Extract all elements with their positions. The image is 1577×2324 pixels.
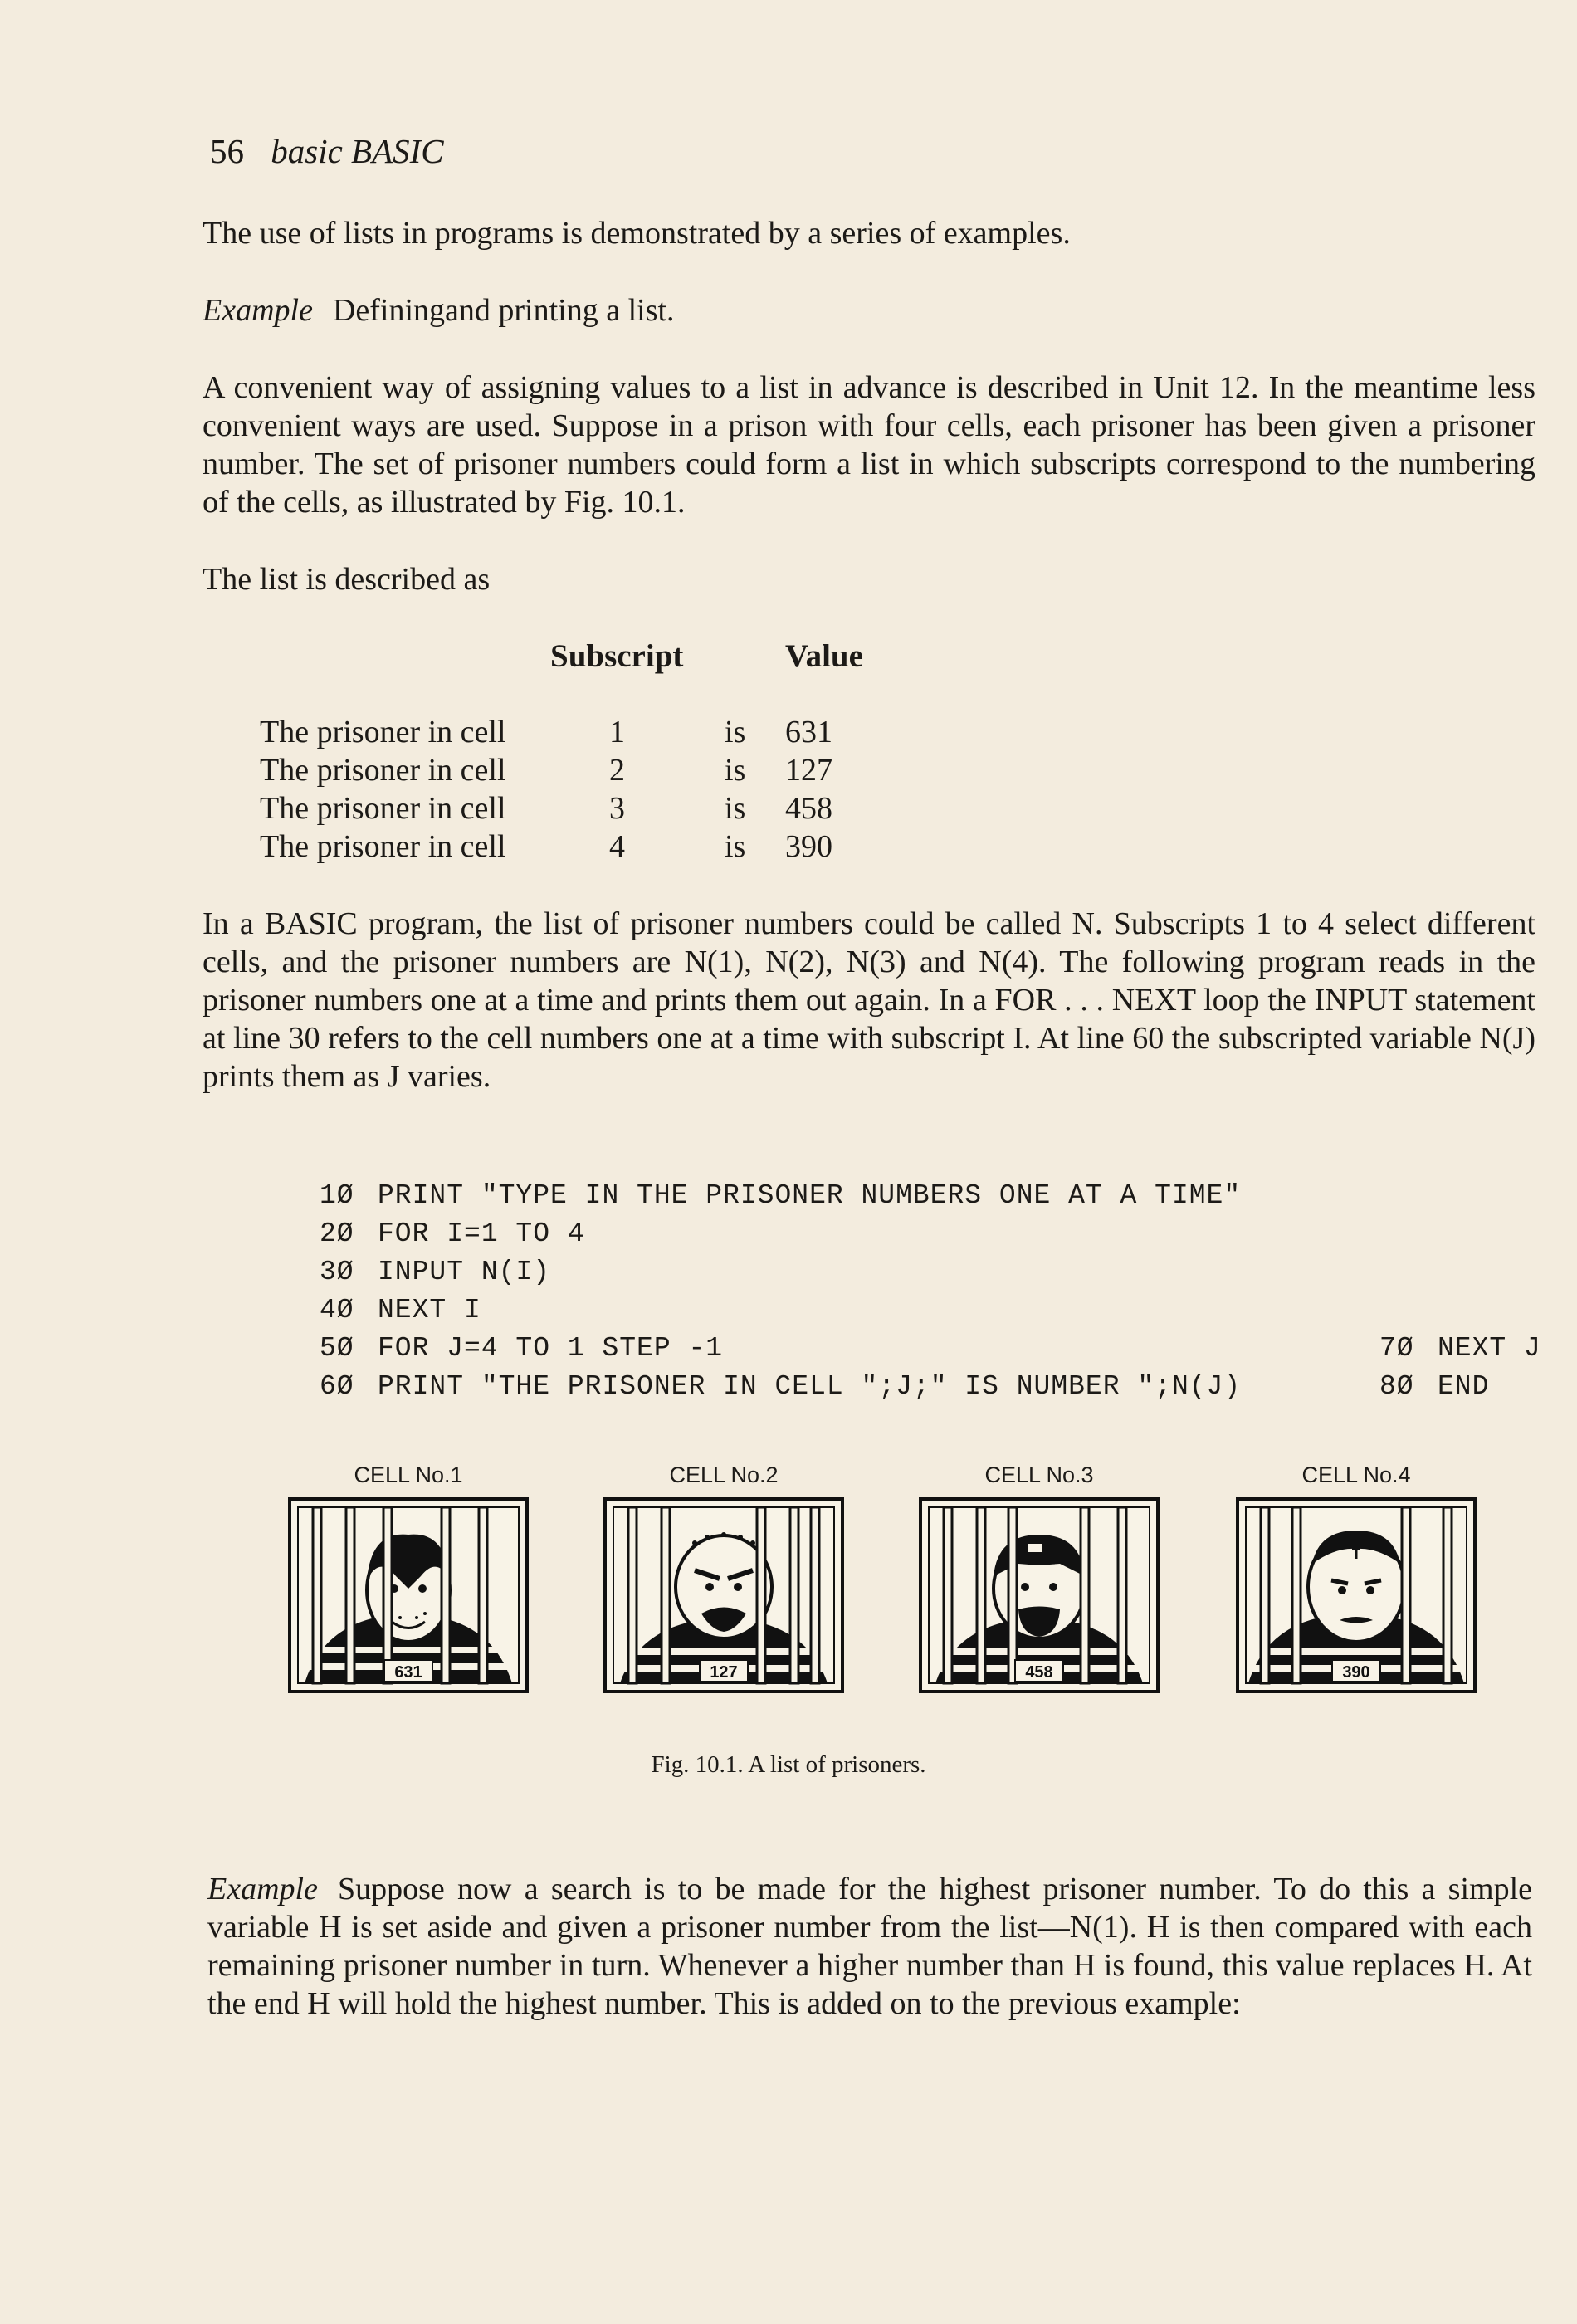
row-description: The prisoner in cell [260, 829, 506, 864]
line-number: 8Ø [1379, 1371, 1414, 1402]
paragraph-basic-program: In a BASIC program, the list of prisoner numbers could be called N. Subscripts 1 to 4 select different cells, and the prisoner numbers are N(1), N(2), N(3) and N(4). The following program reads in the prisoner numbers one at a time and prints them out again. In a FOR . . . NEXT loop the INPUT statement at line 30 refers to the cell numbers one at a time with subscript I. At line 60 the subscripted variable N(J) prints them as J varies. [203, 906, 1536, 1094]
table-header-subscript: Subscript [550, 638, 684, 674]
line-number: 7Ø [1379, 1333, 1414, 1364]
row-is: is [725, 829, 746, 864]
paragraph-list-intro: A convenient way of assigning values to a list in advance is described in Unit 12. In the meantime less convenient ways are used. Suppose in a prison with four cells, each prisoner has been given a prisoner number. The set of prisoner numbers could form a list in which subscripts correspond to the numbering of the cells, as illustrated by Fig. 10.1. [203, 370, 1536, 520]
table-header-value: Value [785, 638, 863, 674]
table-row [0, 714, 1577, 752]
prison-cell-illustration [1236, 1497, 1477, 1693]
prison-cell-illustration [919, 1497, 1160, 1693]
row-subscript: 3 [609, 791, 625, 826]
example-2-paragraph [208, 1870, 1532, 2023]
prisoner-number: 631 [394, 1663, 422, 1682]
statement: FOR J=4 TO 1 STEP -1 [378, 1333, 724, 1364]
table-row [0, 828, 1577, 867]
statement: FOR I=1 TO 4 [378, 1218, 585, 1249]
row-value: 458 [785, 791, 832, 826]
line-number: 5Ø [320, 1333, 354, 1364]
row-description: The prisoner in cell [260, 791, 506, 826]
line-number: 6Ø [320, 1371, 354, 1402]
code-line [0, 1180, 1577, 1218]
row-is: is [725, 753, 746, 788]
statement: PRINT "THE PRISONER IN CELL ";J;" IS NUMBER ";N(J) [378, 1371, 1242, 1402]
prisoner-number: 127 [710, 1663, 738, 1682]
page-number: 56 [210, 132, 244, 170]
code-line [0, 1333, 1577, 1371]
row-is: is [725, 715, 746, 749]
prisoner-number: 458 [1025, 1663, 1053, 1682]
row-subscript: 2 [609, 753, 625, 788]
example-1-text: Definingand printing a list. [332, 293, 675, 328]
example-1-heading [203, 291, 1536, 330]
line-number: 2Ø [320, 1218, 354, 1249]
table-row [0, 790, 1577, 828]
running-header [210, 131, 444, 171]
paragraph-list-described: The list is described as [203, 562, 491, 597]
example-label: Example [208, 1872, 318, 1907]
intro-paragraph: The use of lists in programs is demonstrated by a series of examples. [203, 216, 1071, 251]
statement: INPUT N(I) [378, 1257, 551, 1287]
example-2-text: Suppose now a search is to be made for the highest prisoner number. To do this a simple variable H is set aside and given a prisoner number from the list—N(1). H is then compared with each remaining prisoner number in turn. Whenever a higher number than H is found, this value replaces H. At the end H will hold the highest number. This is added on to the previous example: [208, 1872, 1532, 2021]
row-is: is [725, 791, 746, 826]
table-row [0, 752, 1577, 790]
line-number: 3Ø [320, 1257, 354, 1287]
row-subscript: 1 [609, 715, 625, 749]
statement: NEXT J [1438, 1333, 1541, 1364]
row-value: 390 [785, 829, 832, 864]
row-description: The prisoner in cell [260, 753, 506, 788]
prisoner-number: 390 [1342, 1663, 1370, 1682]
code-line [0, 1295, 1577, 1333]
line-number: 1Ø [320, 1180, 354, 1211]
code-line [0, 1218, 1577, 1257]
prison-cell-illustration [603, 1497, 844, 1693]
row-subscript: 4 [609, 829, 625, 864]
line-number: 4Ø [320, 1295, 354, 1326]
row-value: 127 [785, 753, 832, 788]
statement: PRINT "TYPE IN THE PRISONER NUMBERS ONE AT A TIME" [378, 1180, 1242, 1211]
book-title: basic BASIC [271, 132, 444, 170]
figure-caption: Fig. 10.1. A list of prisoners. [651, 1751, 926, 1778]
cell-label: CELL No.3 [984, 1462, 1094, 1487]
prison-cell-illustration [288, 1497, 529, 1693]
cell-label: CELL No.4 [1301, 1462, 1411, 1487]
row-description: The prisoner in cell [260, 715, 506, 749]
cell-label: CELL No.2 [669, 1462, 779, 1487]
code-line [0, 1257, 1577, 1295]
statement: END [1438, 1371, 1490, 1402]
row-value: 631 [785, 715, 832, 749]
statement: NEXT I [378, 1295, 481, 1326]
cell-label: CELL No.1 [354, 1462, 463, 1487]
code-line [0, 1371, 1577, 1409]
example-label: Example [203, 293, 313, 328]
